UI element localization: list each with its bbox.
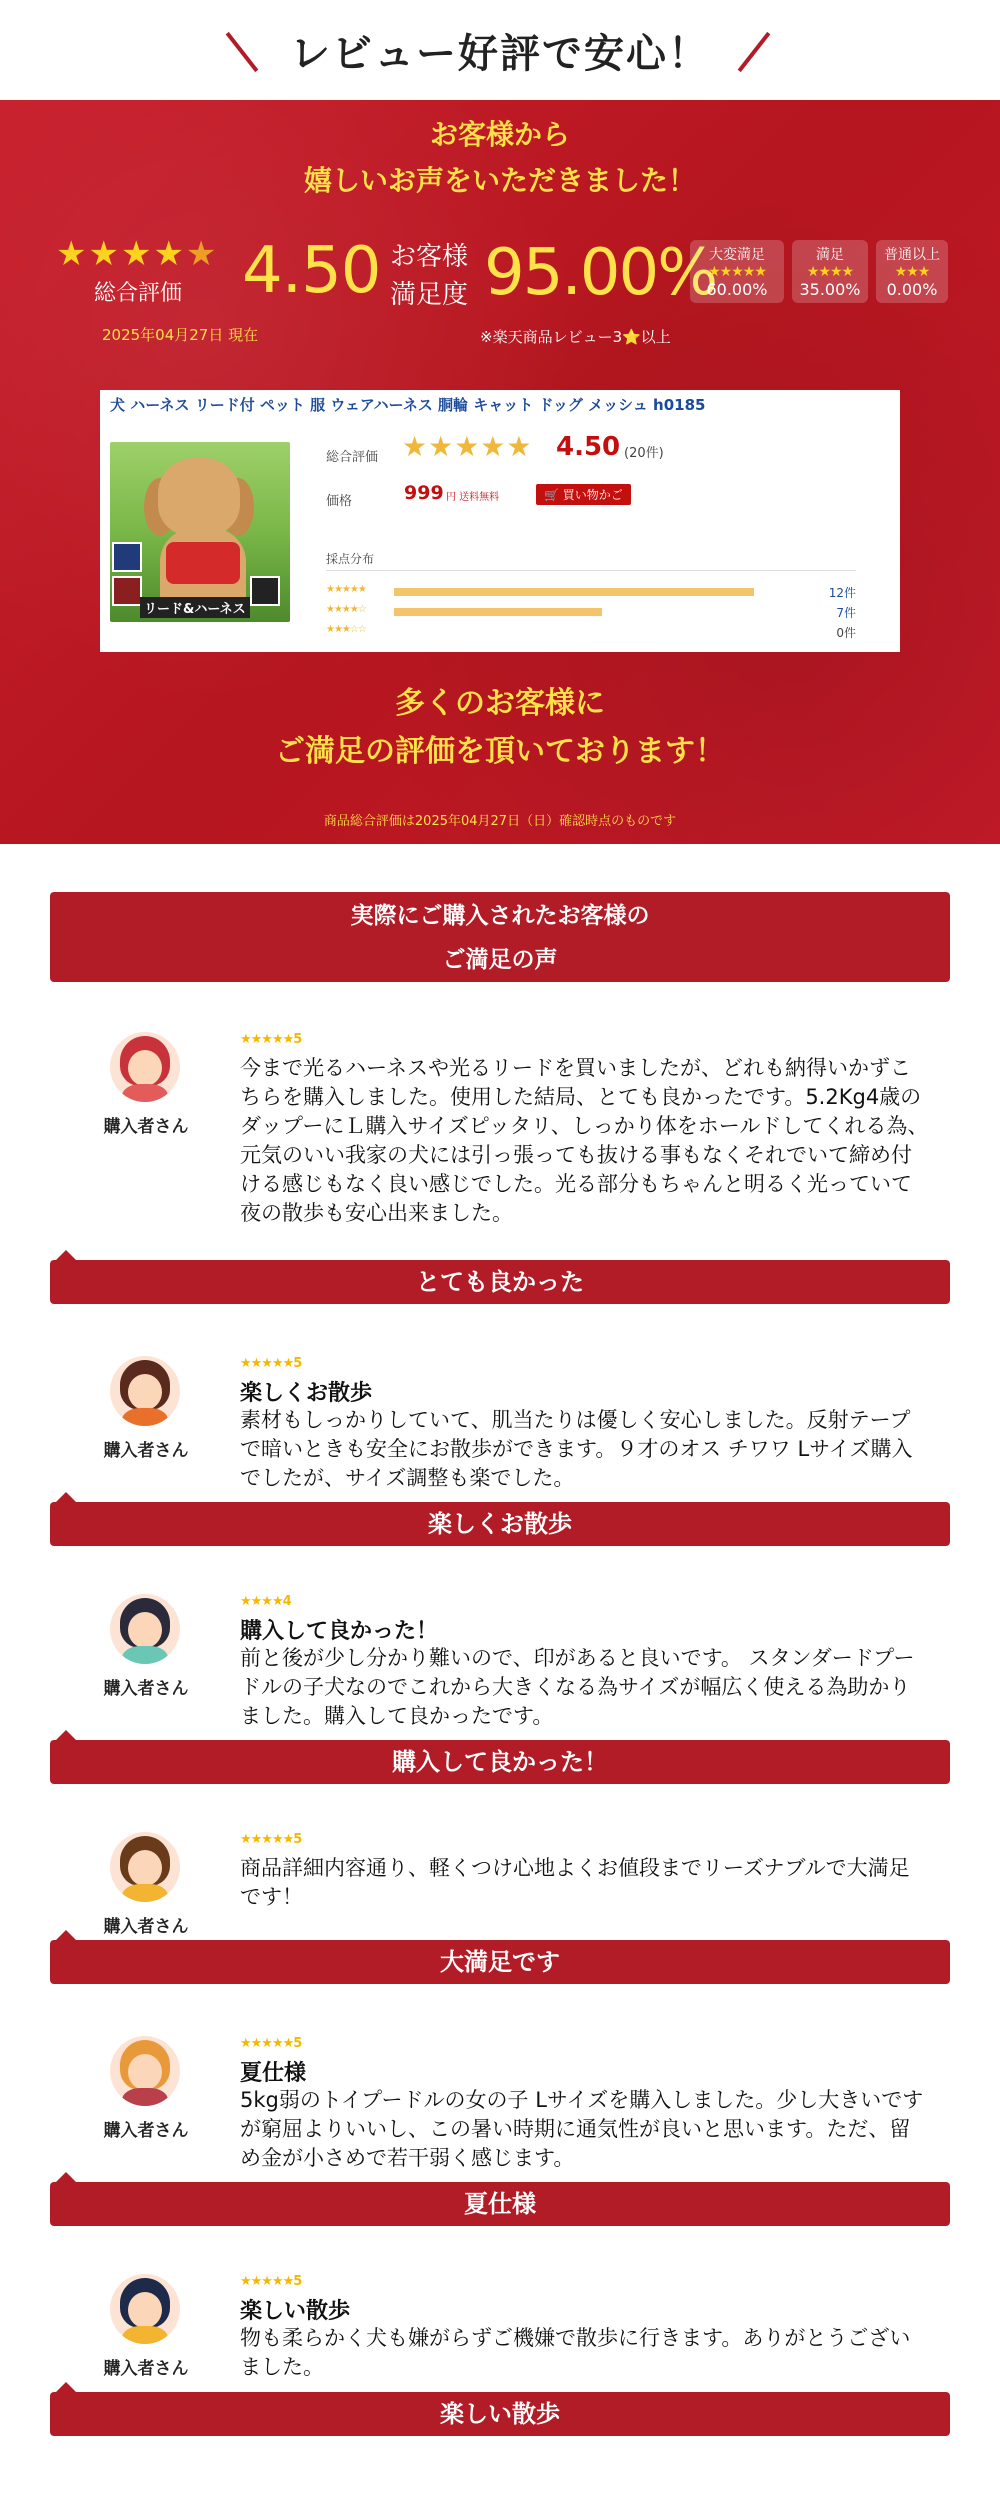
review-body: 前と後が少し分かり難いので、印があると良いです。 スタンダードプードルの子犬なのでこれから大きくなる為サイズが幅広く使える為助かりました。購入して良かったです。 bbox=[240, 1646, 915, 1728]
price-value: 999 bbox=[404, 482, 444, 504]
avatar bbox=[110, 2274, 180, 2344]
distribution-count: 7件 bbox=[836, 606, 856, 620]
product-title-link[interactable]: 犬 ハーネス リード付 ペット 服 ウェアハーネス 胴輪 キャット ドッグ メッシュ h0185 bbox=[110, 396, 706, 414]
page-header bbox=[0, 0, 1000, 100]
star-icon-group: ★★★★☆ bbox=[326, 604, 366, 615]
satisfaction-label-line-2: 満足度 bbox=[390, 280, 469, 310]
buyer-name: 購入者さん bbox=[103, 1917, 189, 1937]
review-headline-bar: 楽しくお散歩 bbox=[50, 1502, 950, 1546]
reviews-banner bbox=[50, 892, 950, 982]
banner-line-1: 実際にご購入されたお客様の bbox=[350, 903, 650, 929]
avatar-face bbox=[128, 2292, 162, 2328]
star-icon-group: ★★★★★5 bbox=[240, 1356, 302, 1371]
photo-caption: リード&ハーネス bbox=[140, 597, 250, 618]
rating-label: 総合評価 bbox=[326, 450, 379, 465]
star-icon-group: ★★★★★5 bbox=[240, 2274, 302, 2289]
review-headline-bar: とても良かった bbox=[50, 1260, 950, 1304]
footnote: 商品総合評価は2025年04月27日（日）確認時点のものです bbox=[323, 814, 677, 829]
avatar-shirt bbox=[122, 1884, 168, 1902]
decor-slash-right bbox=[738, 32, 771, 72]
review-body: 素材もしっかりしていて、肌当たりは優しく安心しました。反射テープで暗いときも安全にお散歩ができます。９才のオス チワワ Lサイズ購入でしたが、サイズ調整も楽でした。 bbox=[240, 1408, 913, 1490]
avatar bbox=[110, 1032, 180, 1102]
dog-head bbox=[158, 458, 240, 536]
avatar-face bbox=[128, 1850, 162, 1886]
rating-row bbox=[0, 234, 1000, 354]
price-label: 価格 bbox=[326, 494, 353, 509]
divider bbox=[326, 570, 856, 571]
satisfaction-note: ※楽天商品レビュー3⭐以上 bbox=[480, 328, 671, 346]
color-thumb bbox=[250, 576, 280, 606]
distribution-count: 0件 bbox=[836, 626, 856, 640]
closing-line-2: ご満足の評価を頂いております！ bbox=[275, 734, 725, 769]
closing-line-1: 多くのお客様に bbox=[395, 686, 605, 721]
badge-label: 満足 bbox=[816, 247, 844, 263]
intro-line-1: お客様から bbox=[429, 118, 570, 151]
star-icon-group: ★★★★ bbox=[806, 264, 854, 280]
satisfaction-label bbox=[390, 238, 468, 314]
review-headline-bar: 楽しい散歩 bbox=[50, 2392, 950, 2436]
avatar-face bbox=[128, 1374, 162, 1410]
buyer-name: 購入者さん bbox=[103, 1441, 189, 1461]
review-body: 商品詳細内容通り、軽くつけ心地よくお値段までリーズナブルで大満足です！ bbox=[240, 1856, 910, 1909]
harness bbox=[166, 542, 240, 584]
product-photo[interactable] bbox=[110, 442, 290, 622]
star-icon-group: ★★★★★ bbox=[402, 430, 533, 463]
review-headline-bar: 大満足です bbox=[50, 1940, 950, 1984]
star-icon-group: ★★★★★ bbox=[326, 584, 366, 595]
star-icon-group: ★★★★ bbox=[56, 234, 186, 274]
badge-percent: 0.00% bbox=[886, 280, 938, 299]
distribution-row[interactable] bbox=[326, 622, 856, 642]
review-body: 物も柔らかく犬も嫌がらずご機嫌で散歩に行きます。ありがとうございました。 bbox=[240, 2326, 911, 2379]
half-star-icon: ★ bbox=[185, 234, 219, 274]
distribution-row[interactable] bbox=[326, 582, 856, 602]
intro-heading bbox=[0, 112, 1000, 204]
star-icon-group: ★★★★★5 bbox=[240, 1832, 302, 1847]
overall-score: 4.50 bbox=[242, 234, 381, 308]
decor-slash-left bbox=[226, 32, 259, 72]
avatar-shirt bbox=[122, 1646, 168, 1664]
review-title: 夏仕様 bbox=[240, 2061, 307, 2086]
overall-label: 総合評価 bbox=[94, 281, 183, 306]
price-unit: 円 送料無料 bbox=[446, 492, 500, 503]
satisfaction-label-line-1: お客様 bbox=[390, 242, 469, 272]
add-to-cart-button[interactable]: 🛒 買い物かご bbox=[536, 484, 631, 505]
avatar-shirt bbox=[122, 1408, 168, 1426]
avatar-face bbox=[128, 1612, 162, 1648]
product-score: 4.50 bbox=[556, 432, 621, 462]
badge-very-satisfied bbox=[690, 240, 784, 303]
review-title: 楽しくお散歩 bbox=[240, 1381, 373, 1406]
distribution-row[interactable] bbox=[326, 602, 856, 622]
overall-stars bbox=[56, 234, 218, 274]
review-body: 今まで光るハーネスや光るリードを買いましたが、どれも納得いかずこちらを購入しました。使用した結局、とても良かったです。5.2Kg4歳のダップーにＬ購入サイズピッタリ、しっかり体をホールドしてくれる為、元気のいい我家の犬には引っ張っても抜ける事もなくそれでいて締め付ける感じもなく良い感じでした。光る部分もちゃんと明るく光っていて夜の散歩も安心出来ました。 bbox=[240, 1056, 929, 1225]
star-icon-group: ★★★★★5 bbox=[240, 2036, 302, 2051]
avatar bbox=[110, 1356, 180, 1426]
badge-satisfied bbox=[792, 240, 868, 303]
avatar bbox=[110, 1594, 180, 1664]
distribution-bar bbox=[394, 608, 602, 616]
reviews-section bbox=[0, 844, 1000, 2516]
color-thumb bbox=[112, 542, 142, 572]
closing-heading bbox=[0, 680, 1000, 776]
avatar bbox=[110, 1832, 180, 1902]
review-headline-bar: 夏仕様 bbox=[50, 2182, 950, 2226]
badge-label: 普通以上 bbox=[884, 247, 940, 263]
avatar-face bbox=[128, 1050, 162, 1086]
buyer-name: 購入者さん bbox=[103, 2121, 189, 2141]
distribution-title: 採点分布 bbox=[326, 552, 375, 566]
product-review-card bbox=[100, 390, 900, 652]
buyer-name: 購入者さん bbox=[103, 1117, 189, 1137]
star-icon-group: ★★★ bbox=[894, 264, 930, 280]
review-title: 楽しい散歩 bbox=[240, 2299, 351, 2324]
distribution-bar bbox=[394, 588, 754, 596]
badge-average-or-above bbox=[876, 240, 948, 303]
review-title: 購入して良かった！ bbox=[240, 1619, 439, 1644]
review-body: 5kg弱のトイプードルの女の子 Lサイズを購入しました。少し大きいですが窮屈よりいいし、この暑い時期に通気性が良いと思います。ただ、留め金が小さめで若干弱く感じます。 bbox=[240, 2088, 924, 2170]
avatar-shirt bbox=[122, 2326, 168, 2344]
avatar-shirt bbox=[122, 1084, 168, 1102]
color-thumb bbox=[112, 576, 142, 606]
buyer-name: 購入者さん bbox=[103, 2359, 189, 2379]
review-headline-bar: 購入して良かった！ bbox=[50, 1740, 950, 1784]
rating-date: 2025年04月27日 現在 bbox=[102, 326, 259, 344]
page-title: レビュー好評で安心！ bbox=[290, 30, 710, 77]
badge-label: 大変満足 bbox=[709, 247, 765, 263]
star-icon-group: ★★★★★5 bbox=[240, 1032, 302, 1047]
star-icon-group: ★★★★4 bbox=[240, 1594, 291, 1609]
badge-percent: 60.00% bbox=[706, 280, 768, 299]
avatar bbox=[110, 2036, 180, 2106]
star-icon-group: ★★★☆☆ bbox=[326, 624, 366, 635]
distribution-count: 12件 bbox=[828, 586, 856, 600]
star-icon-group: ★★★★★ bbox=[708, 264, 766, 280]
satisfaction-value: 95.00% bbox=[484, 236, 717, 310]
review-count[interactable]: (20件) bbox=[624, 446, 664, 461]
rating-summary-section bbox=[0, 100, 1000, 844]
avatar-shirt bbox=[122, 2088, 168, 2106]
buyer-name: 購入者さん bbox=[103, 1679, 189, 1699]
intro-line-2: 嬉しいお声をいただきました！ bbox=[303, 164, 696, 197]
banner-line-2: ご満足の声 bbox=[442, 947, 558, 973]
avatar-face bbox=[128, 2054, 162, 2090]
badge-percent: 35.00% bbox=[799, 280, 861, 299]
